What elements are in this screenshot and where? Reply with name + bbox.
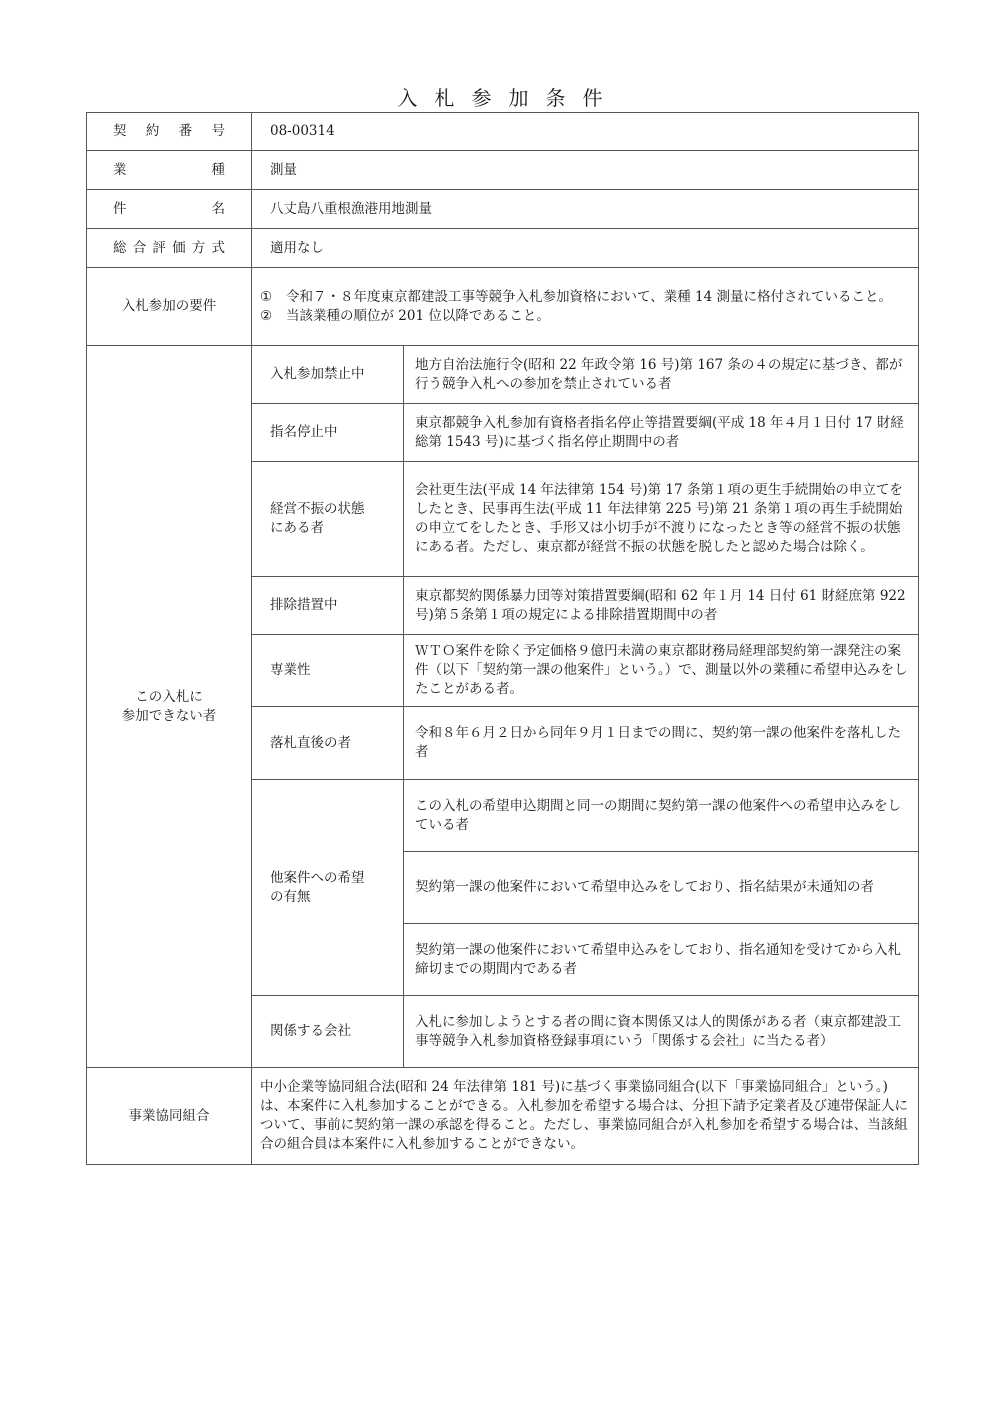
recent-winner-label: 落札直後の者 — [252, 707, 404, 780]
page-title: 入札参加条件 — [397, 86, 620, 110]
requirement-item — [260, 307, 910, 326]
suspended-text: 東京都競争入札参加有資格者指名停止等措置要綱(平成 18 年４月１日付 17 財経総第 1543 号)に基づく指名停止期間中の者 — [404, 404, 919, 462]
business-type-value: 測量 — [252, 151, 919, 190]
requirement-number: ② — [260, 307, 273, 324]
poor-management-label — [252, 462, 404, 577]
specialty-label: 専業性 — [252, 635, 404, 707]
requirement-text: 当該業種の順位が 201 位以降であること。 — [286, 307, 550, 324]
requirements-label: 入札参加の要件 — [87, 268, 252, 346]
poor-management-label-line1: 経営不振の状態 — [270, 501, 365, 517]
prohibited-text: 地方自治法施行令(昭和 22 年政令第 16 号)第 167 条の４の規定に基づき、都が行う競争入札への参加を禁止されている者 — [404, 346, 919, 404]
other-cases-label-line1: 他案件への希望 — [270, 869, 365, 886]
evaluation-label: 総合評価方式 — [87, 229, 252, 268]
prohibited-label: 入札参加禁止中 — [252, 346, 404, 404]
ineligible-label — [87, 346, 252, 1068]
conditions-table — [86, 112, 919, 1165]
row-prohibited — [87, 346, 919, 404]
exclusion-label: 排除措置中 — [252, 577, 404, 635]
row-cooperative — [87, 1068, 919, 1165]
requirement-text: 令和７・８年度東京都建設工事等競争入札参加資格において、業種 14 測量に格付されていること。 — [286, 288, 892, 305]
recent-winner-text: 令和８年６月２日から同年９月１日までの間に、契約第一課の他案件を落札した者 — [404, 707, 919, 780]
row-evaluation — [87, 229, 919, 268]
requirement-item — [260, 288, 910, 307]
row-business-type — [87, 151, 919, 190]
evaluation-value: 適用なし — [252, 229, 919, 268]
exclusion-text: 東京都契約関係暴力団等対策措置要綱(昭和 62 年１月 14 日付 61 財経庶第 922 号)第５条第１項の規定による排除措置期間中の者 — [404, 577, 919, 635]
business-type-label: 業種 — [87, 151, 252, 190]
poor-management-label-line2: にある者 — [270, 520, 324, 536]
requirement-number: ① — [260, 288, 273, 305]
ineligible-label-line2: 参加できない者 — [121, 707, 217, 724]
case-name-value: 八丈島八重根漁港用地測量 — [252, 190, 919, 229]
row-requirements — [87, 268, 919, 346]
cooperative-label: 事業協同組合 — [87, 1068, 252, 1165]
other-cases-item: 契約第一課の他案件において希望申込みをしており、指名結果が未通知の者 — [404, 852, 919, 924]
contract-number-value: 08-00314 — [252, 113, 919, 151]
other-cases-label — [252, 780, 404, 996]
poor-management-text: 会社更生法(平成 14 年法律第 154 号)第 17 条第１項の更生手続開始の申立てをしたとき、民事再生法(平成 11 年法律第 225 号)第 21 条第１項の再生手続開始の申立てをしたとき、手形又は小切手が不渡りになったとき等の経営不振の状態にある者。ただし、東京都が経営不振の状態を脱したと認めた場合は除く。 — [404, 462, 919, 577]
cooperative-text: 中小企業等協同組合法(昭和 24 年法律第 181 号)に基づく事業協同組合(以下「事業協同組合」という。)は、本案件に入札参加することができる。入札参加を希望する場合は、分担下請予定業者及び連帯保証人について、事前に契約第一課の承認を得ること。ただし、事業協同組合が入札参加を希望する場合は、当該組合の組合員は本案件に入札参加することができない。 — [252, 1068, 919, 1165]
specialty-text: ＷＴＯ案件を除く予定価格９億円未満の東京都財務局経理部契約第一課発注の案件（以下「契約第一課の他案件」という。）で、測量以外の業種に希望申込みをしたことがある者。 — [404, 635, 919, 707]
suspended-label: 指名停止中 — [252, 404, 404, 462]
case-name-label: 件名 — [87, 190, 252, 229]
other-cases-label-line2: の有無 — [270, 888, 311, 905]
requirements-content — [252, 268, 919, 346]
row-case-name — [87, 190, 919, 229]
related-company-text: 入札に参加しようとする者の間に資本関係又は人的関係がある者（東京都建設工事等競争入札参加資格登録事項にいう「関係する会社」に当たる者） — [404, 996, 919, 1068]
ineligible-label-line1: この入札に — [135, 688, 203, 705]
related-company-label: 関係する会社 — [252, 996, 404, 1068]
other-cases-item: 契約第一課の他案件において希望申込みをしており、指名通知を受けてから入札締切までの期間内である者 — [404, 924, 919, 996]
contract-number-label: 契約番号 — [87, 113, 252, 151]
other-cases-item: この入札の希望申込期間と同一の期間に契約第一課の他案件への希望申込みをしている者 — [404, 780, 919, 852]
row-contract-number — [87, 113, 919, 151]
